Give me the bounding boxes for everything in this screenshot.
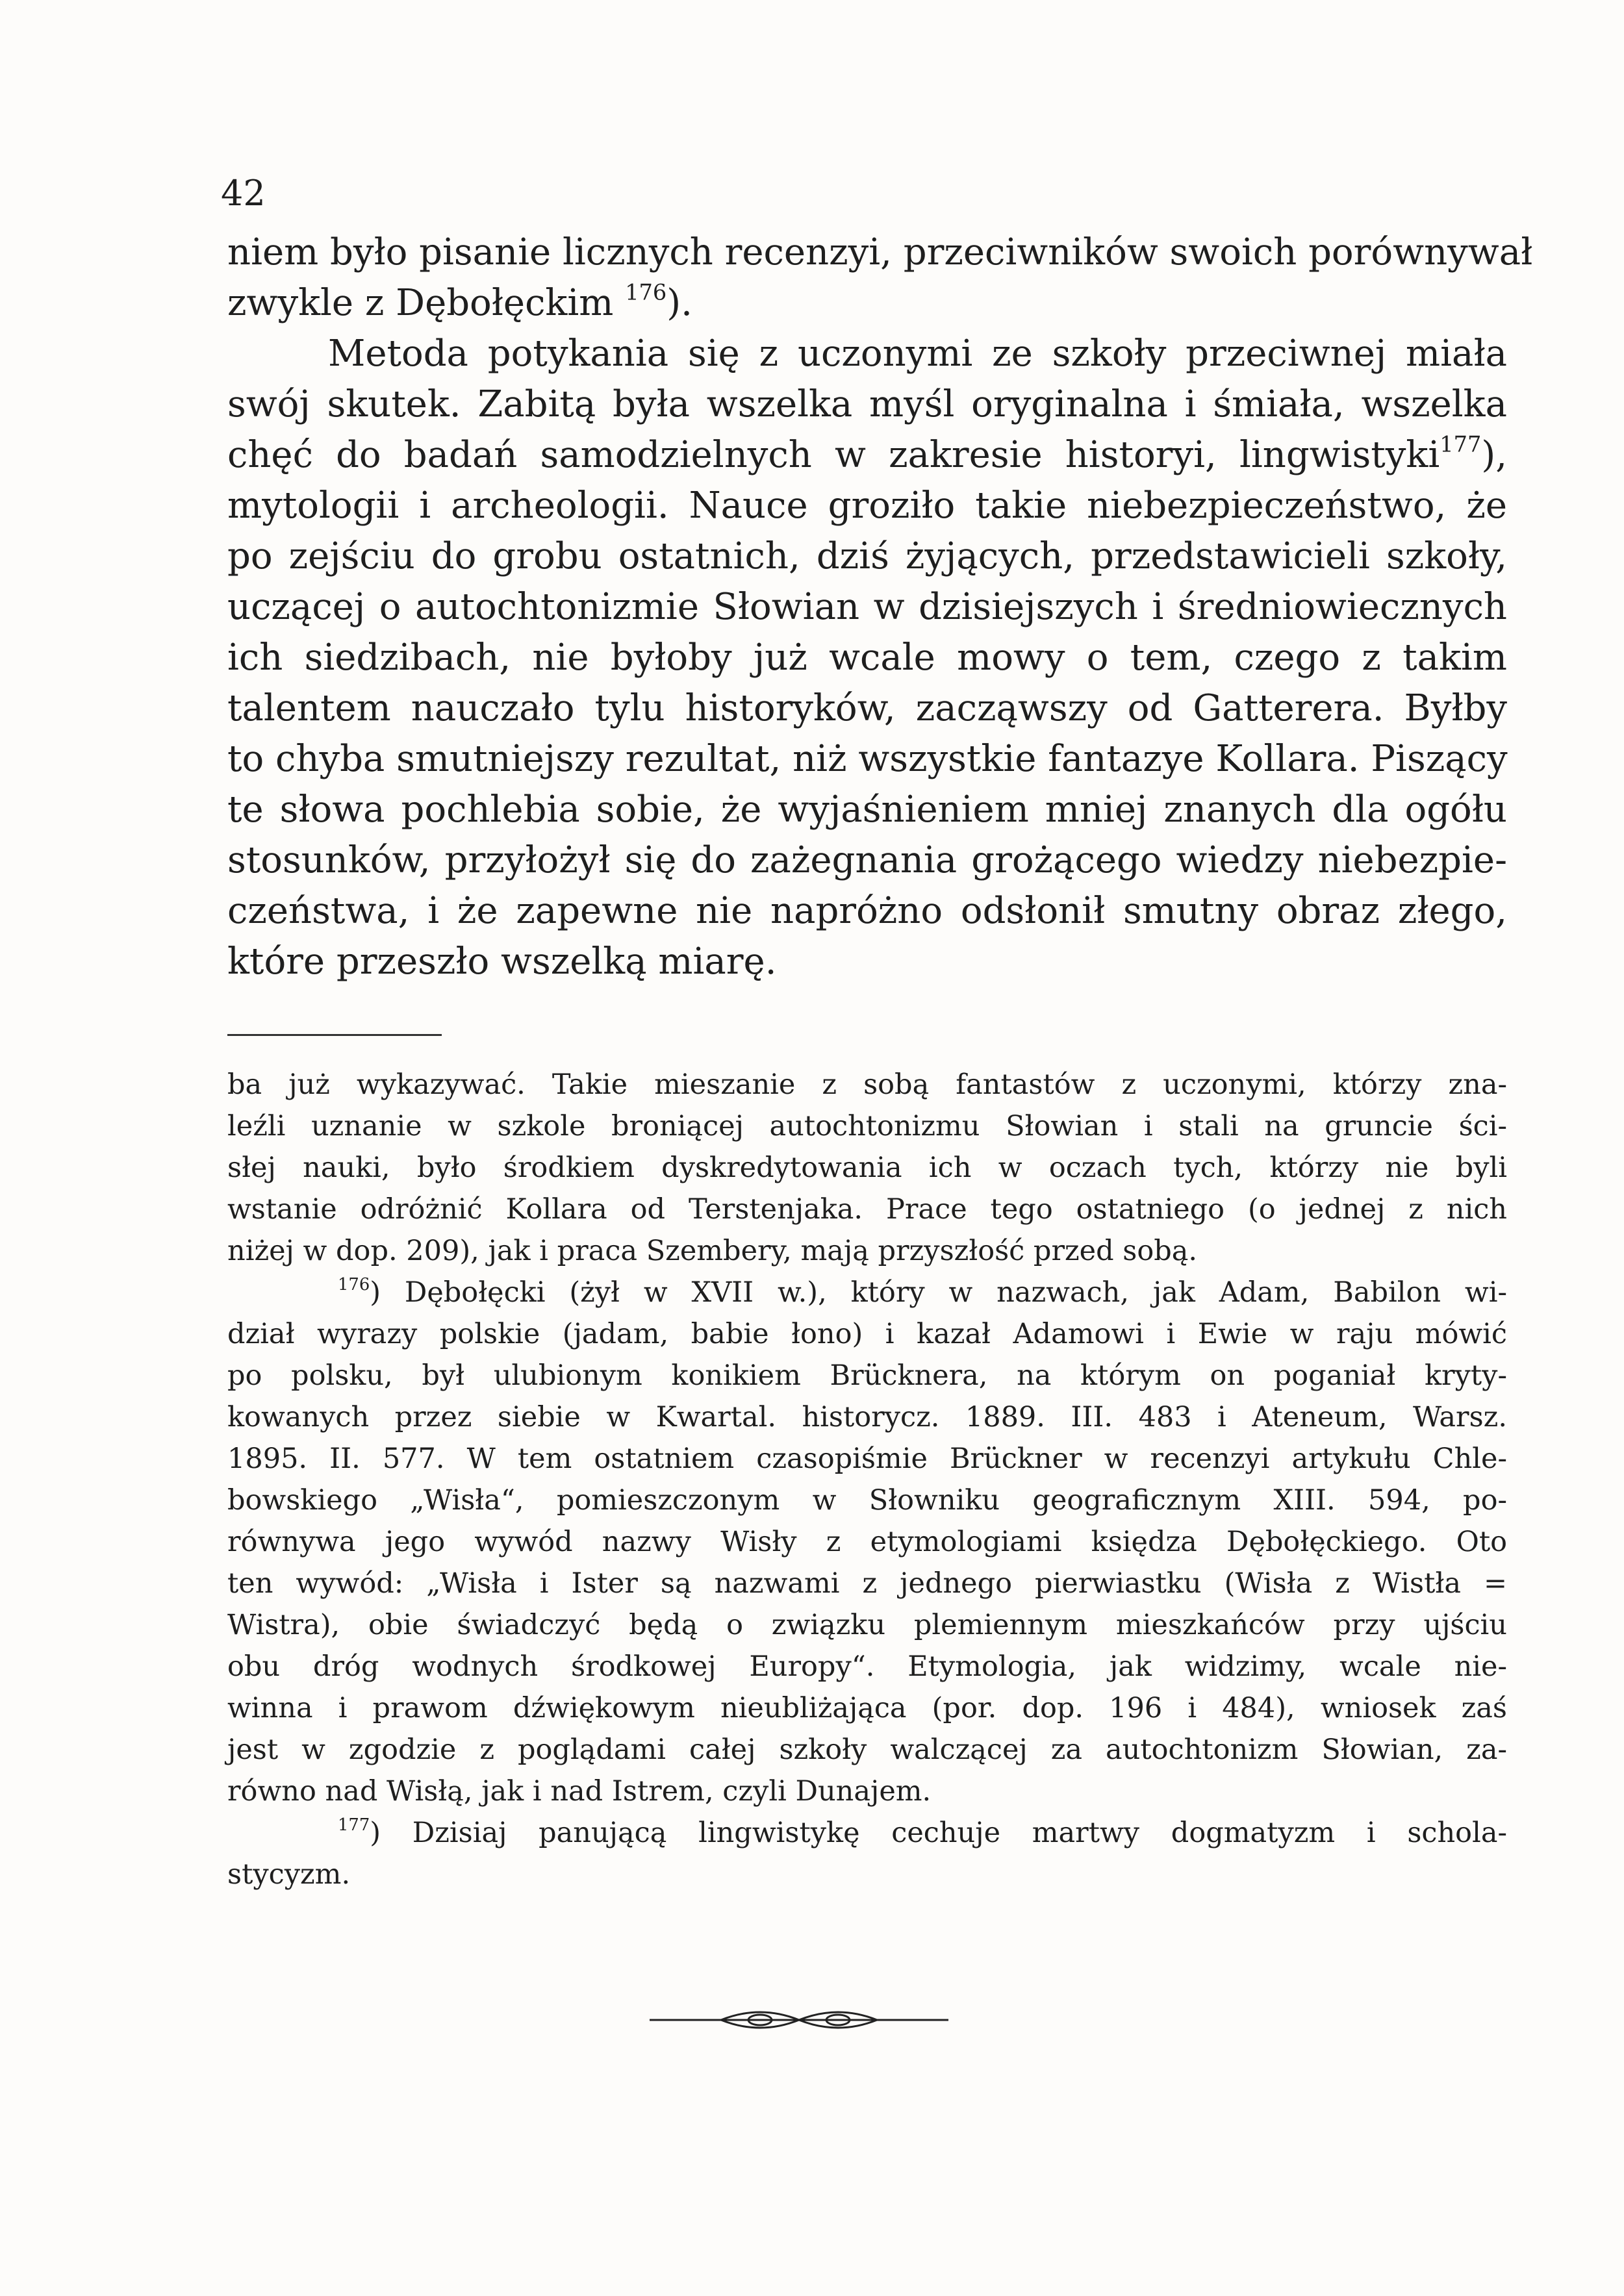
body-line: swój skutek. Zabitą była wszelka myśl oryginalna i śmiała, wszelka	[227, 383, 1507, 425]
footnote-line: równo nad Wisłą, jak i nad Istrem, czyli Dunajem.	[227, 1775, 932, 1808]
body-line: te słowa pochlebia sobie, że wyjaśnieniem mniej znanych dla ogółu	[227, 788, 1507, 831]
footnote-line: po polsku, był ulubionym konikiem Brücknera, na którym on poganiał kryty-	[227, 1359, 1507, 1392]
footnote-line: wstanie odróżnić Kollara od Terstenjaka. Prace tego ostatniego (o jednej z nich	[227, 1193, 1507, 1226]
footnote-ref: 176	[625, 279, 667, 305]
footnote-separator	[227, 1034, 442, 1036]
footnote-line: 1895. II. 577. W tem ostatniem czasopiśmie Brückner w recenzyi artykułu Chle-	[227, 1443, 1507, 1475]
footnote-line: równywa jego wywód nazwy Wisły z etymologiami księdza Dębołęckiego. Oto	[227, 1526, 1507, 1558]
footnote-line: ba już wykazywać. Takie mieszanie z sobą fantastów z uczonymi, którzy zna-	[227, 1068, 1507, 1101]
body-line: ich siedzibach, nie byłoby już wcale mowy o tem, czego z takim	[227, 637, 1507, 679]
body-line: Metoda potykania się z uczonymi ze szkoły przeciwnej miała	[328, 333, 1507, 375]
footnote-line: niżej w dop. 209), jak i praca Szembery, mają przyszłość przed sobą.	[227, 1235, 1198, 1267]
body-line: chęć do badań samodzielnych w zakresie historyi, lingwistyki$^{177}$),	[227, 431, 1507, 476]
footnote-line: stycyzm.	[227, 1858, 351, 1891]
footnotes	[227, 1064, 1507, 1895]
footnote-line: winna i prawom dźwiękowym nieubliżająca (por. dop. 196 i 484), wniosek zaś	[227, 1692, 1507, 1724]
footnote-line: słej nauki, było środkiem dyskredytowania ich w oczach tych, którzy nie byli	[227, 1152, 1507, 1184]
footnote-line: Wistra), obie świadczyć będą o związku plemiennym mieszkańców przy ujściu	[227, 1609, 1507, 1641]
footnote-line: dział wyrazy polskie (jadam, babie łono) i kazał Adamowi i Ewie w raju mówić	[227, 1318, 1507, 1350]
footnote-ref: 177	[1440, 431, 1482, 457]
footnote-line: leźli uznanie w szkole broniącej autochtonizmu Słowian i stali na gruncie ści-	[227, 1110, 1507, 1142]
main-text	[227, 227, 1533, 987]
footnote-line: $^{176}$) Dębołęcki (żył w XVII w.), który w nazwach, jak Adam, Babilon wi-	[338, 1274, 1507, 1309]
body-line: to chyba smutniejszy rezultat, niż wszystkie fantazye Kollara. Piszący	[227, 738, 1508, 780]
footnote-line: kowanych przez siebie w Kwartal. historycz. 1889. III. 483 i Ateneum, Warsz.	[227, 1401, 1507, 1433]
body-line: uczącej o autochtonizmie Słowian w dzisiejszych i średniowiecznych	[227, 586, 1507, 628]
footnote-mark: 176	[338, 1274, 370, 1294]
page-number: 42	[221, 173, 266, 214]
footnote-line: ten wywód: „Wisła i Ister są nazwami z jednego pierwiastku (Wisła z Wistła =	[227, 1567, 1507, 1600]
footnote-line: bowskiego „Wisła“, pomieszczonym w Słowniku geograficznym XIII. 594, po-	[227, 1484, 1507, 1517]
footnote-line: jest w zgodzie z poglądami całej szkoły walczącej za autochtonizm Słowian, za-	[227, 1734, 1507, 1766]
body-line: po zejściu do grobu ostatnich, dziś żyjących, przedstawicieli szkoły,	[227, 535, 1507, 577]
footnote-line: obu dróg wodnych środkowej Europy“. Etymologia, jak widzimy, wcale nie-	[227, 1650, 1507, 1683]
body-line: które przeszło wszelką miarę.	[227, 940, 777, 983]
body-line: zwykle z Dębołęckim $^{176}$).	[227, 279, 692, 324]
body-line: czeństwa, i że zapewne nie napróżno odsłonił smutny obraz złego,	[227, 890, 1507, 932]
end-ornament	[650, 2007, 948, 2033]
body-line: mytologii i archeologii. Nauce groziło takie niebezpieczeństwo, że	[227, 485, 1507, 527]
footnote-mark: 177	[338, 1815, 370, 1835]
body-line: stosunków, przyłożył się do zażegnania grożącego wiedzy niebezpie-	[227, 839, 1507, 881]
body-line: talentem nauczało tylu historyków, zacząwszy od Gatterera. Byłby	[227, 687, 1507, 729]
body-line: niem było pisanie licznych recenzyi, przeciwników swoich porównywał	[227, 231, 1533, 273]
footnote-line: $^{177}$) Dzisiaj panującą lingwistykę cechuje martwy dogmatyzm i schola-	[338, 1815, 1507, 1849]
